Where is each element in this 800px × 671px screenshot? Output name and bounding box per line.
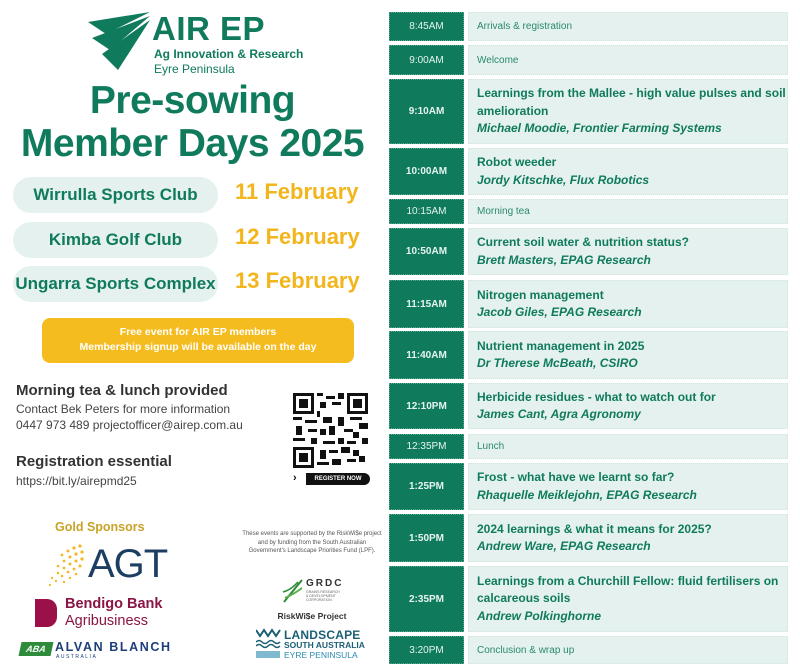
catering-heading: Morning tea & lunch provided	[16, 382, 228, 399]
talk-title: Learnings from a Churchill Fellow: fluid fertilisers on calcareous soils	[477, 573, 779, 606]
gold-sponsors-heading: Gold Sponsors	[55, 520, 145, 534]
register-now-label: REGISTER NOW	[306, 473, 370, 485]
free-event-banner	[42, 318, 354, 363]
agenda-item: Morning tea	[477, 206, 530, 217]
agenda-row	[389, 228, 788, 275]
agenda-row	[389, 199, 788, 224]
speaker: Andrew Ware, EPAG Research	[477, 539, 651, 553]
agenda-row	[389, 79, 788, 144]
agenda-time: 9:10AM	[389, 79, 464, 144]
agt-logo	[40, 540, 168, 590]
agenda-row	[389, 12, 788, 41]
brand-subtitle-1: Ag Innovation & Research	[154, 47, 304, 61]
aba-badge-icon: ABA	[19, 642, 54, 656]
alvan-line2: AUSTRALIA	[56, 654, 98, 660]
talk-title: Nitrogen management	[477, 287, 604, 302]
agenda-row	[389, 383, 788, 429]
agt-dots-icon	[40, 540, 88, 588]
speaker: Michael Moodie, Frontier Farming Systems	[477, 121, 722, 136]
speaker: Rhaquelle Meiklejohn, EPAG Research	[477, 487, 697, 502]
talk-title: Herbicide residues - what to watch out for	[477, 389, 716, 404]
venue-name: Ungarra Sports Complex	[13, 266, 218, 302]
agenda-time: 12:35PM	[389, 434, 464, 459]
agenda-row	[389, 434, 788, 459]
wheat-leaf-icon	[282, 578, 304, 604]
registration-link[interactable]: https://bit.ly/airepmd25	[16, 474, 137, 488]
agenda-time: 3:20PM	[389, 636, 464, 664]
agenda-time: 12:10PM	[389, 383, 464, 429]
agenda-row	[389, 148, 788, 195]
contact-details[interactable]: 0447 973 489 projectofficer@airep.com.au	[16, 418, 243, 432]
landscape-line1: LANDSCAPE	[284, 628, 361, 642]
brand-subtitle-2: Eyre Peninsula	[154, 62, 235, 76]
left-panel	[0, 0, 385, 671]
talk-title: Nutrient management in 2025	[477, 338, 645, 353]
agenda-time: 2:35PM	[389, 566, 464, 632]
landscape-line3: EYRE PENINSULA	[284, 650, 358, 660]
talk-title: 2024 learnings & what it means for 2025?	[477, 521, 712, 536]
bendigo-b-icon	[35, 599, 57, 627]
grdc-subtitle: GRAINS RESEARCH & DEVELOPMENT CORPORATION	[306, 590, 340, 602]
speaker: Jordy Kitschke, Flux Robotics	[477, 172, 650, 187]
speaker: Andrew Polkinghorne	[477, 608, 602, 623]
agenda-time: 10:00AM	[389, 148, 464, 195]
venue-row	[13, 222, 378, 258]
venue-row	[13, 266, 378, 302]
agenda-item: Arrivals & registration	[477, 21, 573, 32]
landscape-waves-icon	[256, 628, 282, 660]
agenda-time: 9:00AM	[389, 45, 464, 75]
agenda-time: 11:40AM	[389, 331, 464, 379]
venue-date: 11 February	[235, 179, 359, 204]
agenda-row	[389, 331, 788, 379]
agenda-time: 1:25PM	[389, 463, 464, 510]
qr-code-icon[interactable]	[293, 393, 368, 468]
agenda-row	[389, 566, 788, 632]
agenda-time: 10:15AM	[389, 199, 464, 224]
landscape-line2: SOUTH AUSTRALIA	[284, 640, 365, 650]
support-statement: These events are supported by the RiskWi$e project and by funding from the South Australian Government's Landscape Priorities Fund (LPF).	[242, 531, 382, 554]
agenda-row	[389, 45, 788, 75]
agenda-row	[389, 636, 788, 664]
agenda-row	[389, 514, 788, 562]
agenda-row	[389, 280, 788, 328]
agenda-item: Lunch	[477, 441, 505, 452]
registration-heading: Registration essential	[16, 453, 172, 470]
page-title-line1: Pre-sowing	[89, 79, 296, 122]
venue-date: 12 February	[235, 224, 360, 249]
speaker: Dr Therese McBeath, CSIRO	[477, 356, 638, 370]
alvan-line1: ALVAN BLANCH	[55, 640, 172, 654]
talk-title: Learnings from the Mallee - high value pulses and soil amelioration	[477, 86, 786, 118]
brand-name: AIR EP	[152, 10, 266, 47]
banner-line2: Membership signup will be available on the day	[79, 341, 317, 353]
riskwise-label: RiskWi$e Project	[277, 611, 347, 621]
talk-title: Frost - what have we learnt so far?	[477, 470, 675, 484]
agenda-row	[389, 463, 788, 510]
bendigo-bank-logo	[35, 596, 185, 632]
air-ep-logo	[88, 10, 304, 76]
banner-line1: Free event for AIR EP members	[119, 326, 277, 338]
agenda-item: Welcome	[477, 54, 519, 66]
landscape-sa-logo	[256, 628, 374, 664]
page-title-line2: Member Days 2025	[20, 122, 365, 165]
venue-name: Kimba Golf Club	[13, 222, 218, 258]
venue-name: Wirrulla Sports Club	[13, 177, 218, 213]
venue-date: 13 February	[235, 268, 360, 293]
agt-wordmark: AGT	[88, 542, 168, 586]
agenda-time: 11:15AM	[389, 280, 464, 328]
speaker: Jacob Giles, EPAG Research	[477, 305, 642, 319]
talk-title: Current soil water & nutrition status?	[477, 235, 690, 249]
alvan-blanch-logo	[20, 640, 180, 662]
register-now-button[interactable]	[293, 473, 371, 485]
bendigo-line2: Agribusiness	[65, 613, 149, 629]
grdc-logo	[282, 578, 352, 606]
speaker: James Cant, Agra Agronomy	[477, 407, 641, 421]
agenda-time: 10:50AM	[389, 228, 464, 275]
contact-line: Contact Bek Peters for more information	[16, 402, 231, 416]
venue-row	[13, 177, 378, 213]
agenda-item: Conclusion & wrap up	[477, 644, 575, 656]
agenda-time: 1:50PM	[389, 514, 464, 562]
wing-logo-icon	[88, 12, 150, 70]
chevron-right-icon: ›	[293, 472, 297, 484]
bendigo-line1: Bendigo Bank	[65, 596, 163, 612]
agenda-time: 8:45AM	[389, 12, 464, 41]
grdc-wordmark: GRDC	[306, 578, 344, 589]
speaker: Brett Masters, EPAG Research	[477, 252, 651, 267]
talk-title: Robot weeder	[477, 155, 557, 169]
